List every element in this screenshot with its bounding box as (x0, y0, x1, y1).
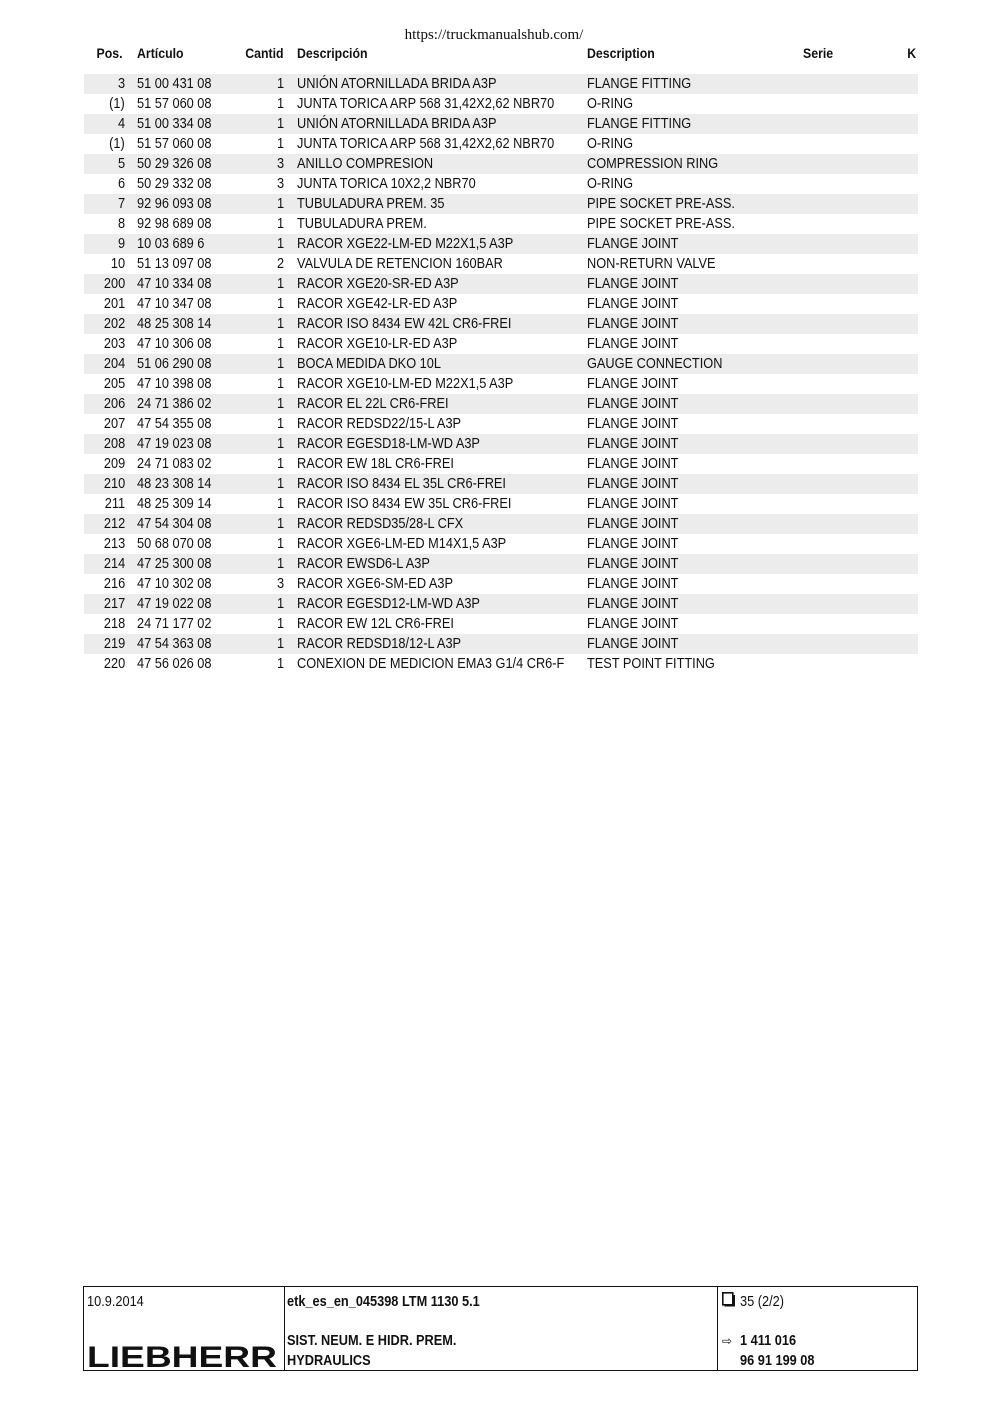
table-row (84, 194, 918, 214)
row-description-es: RACOR XGE6-LM-ED M14X1,5 A3P (297, 536, 507, 552)
row-article: 92 98 689 08 (137, 216, 212, 232)
table-row (84, 634, 918, 654)
row-description-en: FLANGE JOINT (587, 476, 679, 492)
table-row (84, 614, 918, 634)
table-row (84, 274, 918, 294)
row-quantity: 1 (276, 276, 284, 292)
row-description-en: PIPE SOCKET PRE-ASS. (587, 196, 735, 212)
row-description-es: RACOR XGE10-LR-ED A3P (297, 336, 458, 352)
row-quantity: 1 (276, 376, 284, 392)
footer-ref-number: 1 411 016 (740, 1333, 797, 1349)
row-description-en: FLANGE JOINT (587, 456, 679, 472)
table-row (84, 494, 918, 514)
row-quantity: 1 (276, 656, 284, 672)
row-quantity: 3 (276, 156, 284, 172)
row-description-es: RACOR XGE6-SM-ED A3P (297, 576, 453, 592)
row-description-en: COMPRESSION RING (587, 156, 719, 172)
row-pos: 206 (103, 396, 125, 412)
row-description-en: FLANGE JOINT (587, 576, 679, 592)
header-cantid: Cantid (245, 45, 284, 61)
row-pos: (1) (109, 96, 125, 112)
row-description-es: RACOR ISO 8434 EW 35L CR6-FREI (297, 496, 512, 512)
row-description-es: UNIÓN ATORNILLADA BRIDA A3P (297, 116, 497, 132)
row-article: 51 06 290 08 (137, 356, 212, 372)
header-k: K (907, 45, 916, 61)
row-article: 24 71 386 02 (137, 396, 212, 412)
table-row (84, 474, 918, 494)
table-row (84, 554, 918, 574)
table-row (84, 354, 918, 374)
row-description-es: RACOR EGESD18-LM-WD A3P (297, 436, 480, 452)
page-icon (722, 1292, 735, 1307)
row-article: 51 00 431 08 (137, 76, 212, 92)
header-serie: Serie (803, 45, 834, 61)
row-quantity: 1 (276, 296, 284, 312)
footer-group-en: HYDRAULICS (287, 1353, 371, 1369)
footer-middle-cell (285, 1287, 717, 1370)
row-quantity: 1 (276, 556, 284, 572)
row-description-es: RACOR EW 18L CR6-FREI (297, 456, 454, 472)
footer-right-cell (718, 1287, 917, 1370)
row-pos: 10 (110, 256, 125, 272)
row-description-en: FLANGE JOINT (587, 436, 679, 452)
row-description-es: BOCA MEDIDA DKO 10L (297, 356, 441, 372)
row-description-en: O-RING (587, 136, 634, 152)
table-row (84, 414, 918, 434)
row-pos: 202 (103, 316, 125, 332)
row-pos: 211 (104, 496, 125, 512)
row-article: 24 71 177 02 (137, 616, 212, 632)
row-article: 51 57 060 08 (137, 96, 212, 112)
row-pos: 220 (103, 656, 125, 672)
row-description-es: JUNTA TORICA ARP 568 31,42X2,62 NBR70 (297, 96, 555, 112)
row-description-en: FLANGE JOINT (587, 396, 679, 412)
row-quantity: 1 (276, 96, 284, 112)
row-article: 92 96 093 08 (137, 196, 212, 212)
row-pos: 217 (103, 596, 125, 612)
header-pos: Pos. (96, 45, 123, 61)
row-article: 47 10 347 08 (137, 296, 212, 312)
row-description-en: NON-RETURN VALVE (587, 256, 716, 272)
row-description-en: FLANGE FITTING (587, 76, 692, 92)
row-description-en: FLANGE JOINT (587, 516, 679, 532)
table-row (84, 134, 918, 154)
row-article: 50 29 326 08 (137, 156, 212, 172)
row-pos: 219 (103, 636, 125, 652)
row-article: 24 71 083 02 (137, 456, 212, 472)
header-descripcion: Descripción (297, 45, 368, 61)
row-pos: 204 (103, 356, 125, 372)
row-description-en: FLANGE JOINT (587, 276, 679, 292)
row-quantity: 1 (276, 356, 284, 372)
row-article: 51 00 334 08 (137, 116, 212, 132)
row-description-es: RACOR EGESD12-LM-WD A3P (297, 596, 480, 612)
table-row (84, 434, 918, 454)
row-pos: 200 (103, 276, 125, 292)
source-url: https://truckmanualshub.com/ (404, 27, 584, 43)
row-pos: 216 (103, 576, 125, 592)
row-pos: 210 (103, 476, 125, 492)
table-row (84, 454, 918, 474)
row-pos: 207 (103, 416, 125, 432)
row-pos: 209 (103, 456, 125, 472)
row-article: 47 25 300 08 (137, 556, 212, 572)
row-article: 47 19 023 08 (137, 436, 212, 452)
row-pos: 208 (103, 436, 125, 452)
row-description-en: FLANGE JOINT (587, 536, 679, 552)
table-header (84, 45, 918, 65)
row-description-es: UNIÓN ATORNILLADA BRIDA A3P (297, 76, 497, 92)
table-row (84, 74, 918, 94)
footer-doc-id: etk_es_en_045398 LTM 1130 5.1 (287, 1294, 480, 1310)
row-pos: 203 (103, 336, 125, 352)
row-quantity: 1 (276, 76, 284, 92)
table-row (84, 254, 918, 274)
row-description-es: RACOR XGE10-LM-ED M22X1,5 A3P (297, 376, 514, 392)
row-quantity: 1 (276, 416, 284, 432)
row-quantity: 1 (276, 536, 284, 552)
row-pos: 214 (103, 556, 125, 572)
row-article: 10 03 689 6 (137, 236, 205, 252)
table-row (84, 314, 918, 334)
row-description-en: PIPE SOCKET PRE-ASS. (587, 216, 735, 232)
table-row (84, 394, 918, 414)
row-pos: (1) (109, 136, 125, 152)
table-row (84, 294, 918, 314)
row-article: 47 10 306 08 (137, 336, 212, 352)
row-article: 48 25 308 14 (137, 316, 212, 332)
footer-group-es: SIST. NEUM. E HIDR. PREM. (287, 1333, 457, 1349)
table-row (84, 334, 918, 354)
footer-left-cell (84, 1287, 284, 1370)
row-quantity: 1 (276, 496, 284, 512)
row-quantity: 1 (276, 216, 284, 232)
row-quantity: 1 (276, 316, 284, 332)
row-description-es: RACOR REDSD22/15-L A3P (297, 416, 462, 432)
row-article: 47 19 022 08 (137, 596, 212, 612)
row-description-en: FLANGE JOINT (587, 596, 679, 612)
row-quantity: 3 (276, 576, 284, 592)
row-quantity: 1 (276, 336, 284, 352)
header-description: Description (587, 45, 655, 61)
svg-text:LIEBHERR: LIEBHERR (87, 1343, 278, 1369)
table-row (84, 174, 918, 194)
row-description-en: FLANGE JOINT (587, 636, 679, 652)
table-row (84, 94, 918, 114)
header-articulo: Artículo (137, 45, 184, 61)
row-article: 47 54 363 08 (137, 636, 212, 652)
row-article: 50 29 332 08 (137, 176, 212, 192)
row-description-en: GAUGE CONNECTION (587, 356, 723, 372)
row-article: 51 13 097 08 (137, 256, 212, 272)
table-row (84, 514, 918, 534)
row-description-es: RACOR XGE22-LM-ED M22X1,5 A3P (297, 236, 514, 252)
row-description-en: FLANGE JOINT (587, 496, 679, 512)
row-description-es: RACOR EWSD6-L A3P (297, 556, 430, 572)
row-pos: 5 (117, 156, 125, 172)
row-quantity: 1 (276, 596, 284, 612)
arrow-right-icon: ⇨ (722, 1334, 733, 1348)
row-description-en: FLANGE JOINT (587, 336, 679, 352)
row-quantity: 1 (276, 436, 284, 452)
row-description-es: ANILLO COMPRESION (297, 156, 434, 172)
footer-date: 10.9.2014 (87, 1294, 144, 1310)
row-description-es: RACOR EW 12L CR6-FREI (297, 616, 454, 632)
row-description-es: RACOR REDSD18/12-L A3P (297, 636, 462, 652)
row-pos: 6 (117, 176, 125, 192)
row-quantity: 1 (276, 196, 284, 212)
table-row (84, 214, 918, 234)
table-row (84, 234, 918, 254)
footer-part-number: 96 91 199 08 (740, 1353, 815, 1369)
table-row (84, 374, 918, 394)
row-pos: 205 (103, 376, 125, 392)
row-article: 47 54 355 08 (137, 416, 212, 432)
row-description-en: O-RING (587, 96, 634, 112)
row-pos: 8 (117, 216, 125, 232)
row-description-en: O-RING (587, 176, 634, 192)
table-row (84, 594, 918, 614)
row-quantity: 1 (276, 516, 284, 532)
row-pos: 218 (103, 616, 125, 632)
row-quantity: 1 (276, 396, 284, 412)
row-description-en: FLANGE JOINT (587, 556, 679, 572)
row-description-es: JUNTA TORICA ARP 568 31,42X2,62 NBR70 (297, 136, 555, 152)
row-article: 50 68 070 08 (137, 536, 212, 552)
row-quantity: 1 (276, 616, 284, 632)
row-description-es: VALVULA DE RETENCION 160BAR (297, 256, 503, 272)
row-article: 47 10 334 08 (137, 276, 212, 292)
row-pos: 4 (117, 116, 125, 132)
row-description-es: RACOR REDSD35/28-L CFX (297, 516, 464, 532)
table-row (84, 534, 918, 554)
row-quantity: 1 (276, 136, 284, 152)
row-description-en: FLANGE JOINT (587, 296, 679, 312)
row-description-es: RACOR ISO 8434 EL 35L CR6-FREI (297, 476, 506, 492)
row-quantity: 3 (276, 176, 284, 192)
row-article: 47 54 304 08 (137, 516, 212, 532)
row-quantity: 2 (276, 256, 284, 272)
row-pos: 201 (103, 296, 125, 312)
row-quantity: 1 (276, 236, 284, 252)
row-article: 51 57 060 08 (137, 136, 212, 152)
row-article: 48 23 308 14 (137, 476, 212, 492)
row-pos: 3 (117, 76, 125, 92)
row-description-es: RACOR ISO 8434 EW 42L CR6-FREI (297, 316, 512, 332)
footer-page-number: 35 (2/2) (740, 1294, 784, 1310)
row-pos: 9 (117, 236, 125, 252)
row-description-en: FLANGE FITTING (587, 116, 692, 132)
row-description-en: FLANGE JOINT (587, 416, 679, 432)
row-pos: 212 (103, 516, 125, 532)
table-row (84, 114, 918, 134)
row-description-es: RACOR EL 22L CR6-FREI (297, 396, 449, 412)
liebherr-logo (87, 1343, 279, 1369)
row-description-es: CONEXION DE MEDICION EMA3 G1/4 CR6-F (297, 656, 565, 672)
table-row (84, 574, 918, 594)
row-pos: 7 (117, 196, 125, 212)
row-description-en: FLANGE JOINT (587, 616, 679, 632)
row-description-es: TUBULADURA PREM. 35 (297, 196, 445, 212)
row-quantity: 1 (276, 456, 284, 472)
row-description-en: FLANGE JOINT (587, 316, 679, 332)
row-description-es: JUNTA TORICA 10X2,2 NBR70 (297, 176, 476, 192)
row-quantity: 1 (276, 116, 284, 132)
row-pos: 213 (103, 536, 125, 552)
row-description-es: TUBULADURA PREM. (297, 216, 427, 232)
row-article: 47 10 302 08 (137, 576, 212, 592)
row-article: 47 56 026 08 (137, 656, 212, 672)
row-description-es: RACOR XGE20-SR-ED A3P (297, 276, 459, 292)
row-description-en: FLANGE JOINT (587, 376, 679, 392)
row-description-en: TEST POINT FITTING (587, 656, 715, 672)
footer-box (83, 1286, 918, 1371)
row-article: 47 10 398 08 (137, 376, 212, 392)
row-article: 48 25 309 14 (137, 496, 212, 512)
row-description-es: RACOR XGE42-LR-ED A3P (297, 296, 458, 312)
row-description-en: FLANGE JOINT (587, 236, 679, 252)
table-row (84, 154, 918, 174)
row-quantity: 1 (276, 636, 284, 652)
table-row (84, 654, 918, 674)
row-quantity: 1 (276, 476, 284, 492)
parts-table (84, 74, 918, 674)
